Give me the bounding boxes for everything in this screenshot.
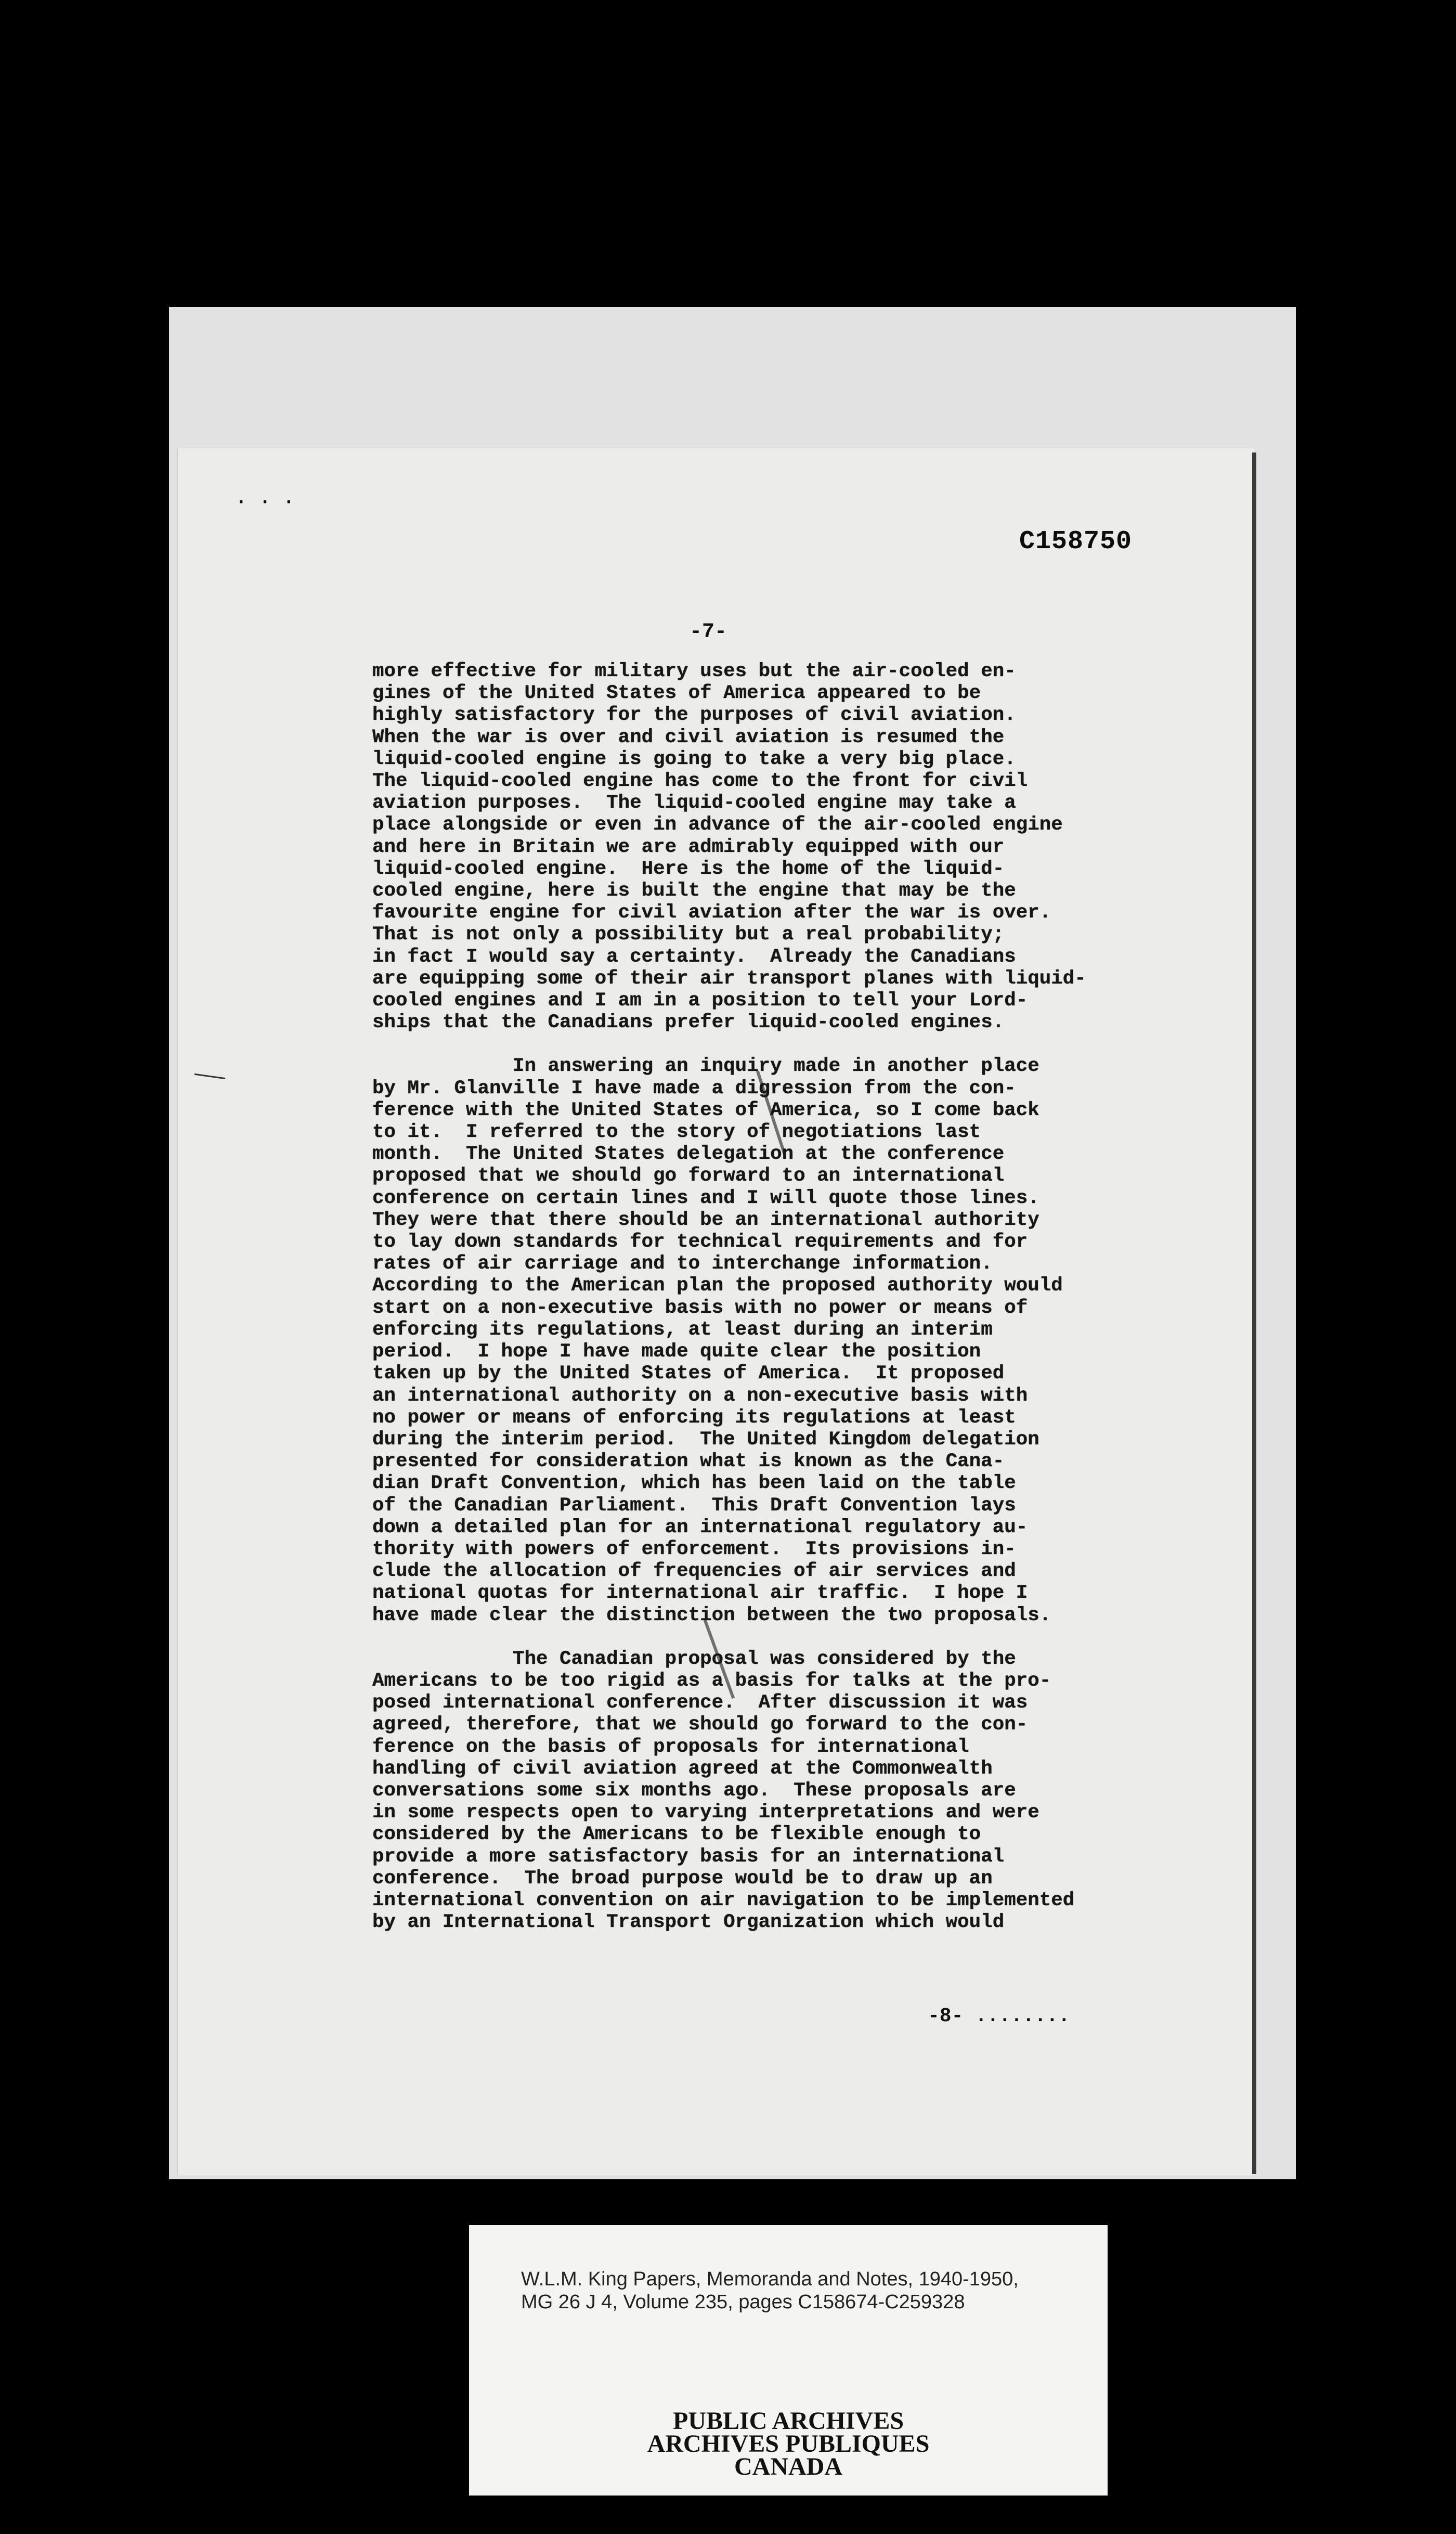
text-line: Americans to be too rigid as a basis for talks at the pro- — [372, 1670, 1051, 1692]
stray-ink-marks: · · · — [238, 493, 298, 511]
text-line: handling of civil aviation agreed at the Commonwealth — [372, 1757, 993, 1780]
citation-line: W.L.M. King Papers, Memoranda and Notes, 1940-1950, — [521, 2268, 1019, 2290]
text-line: to lay down standards for technical requirements and for — [372, 1231, 1028, 1253]
text-line: international convention on air navigation to be implemented — [372, 1889, 1075, 1911]
text-line: taken up by the United States of America. It proposed — [372, 1363, 1005, 1385]
text-line: by an International Transport Organization which would — [372, 1911, 1005, 1934]
text-line: proposed that we should go forward to an international — [372, 1165, 1005, 1187]
text-line: highly satisfactory for the purposes of civil aviation. — [372, 704, 1016, 727]
text-line: in some respects open to varying interpretations and were — [372, 1802, 1039, 1824]
archive-heading-line: PUBLIC ARCHIVES — [672, 2407, 904, 2435]
archive-label-card — [469, 2225, 1108, 2496]
text-line: gines of the United States of America appeared to be — [372, 682, 981, 705]
text-line: cooled engines and I am in a position to tell your Lord- — [372, 990, 1028, 1012]
text-line: by Mr. Glanville I have made a digression from the con- — [372, 1077, 1016, 1100]
text-line: to it. I referred to the story of negotiations last — [372, 1121, 981, 1144]
text-line: during the interim period. The United Kingdom delegation — [372, 1428, 1039, 1451]
page-number: -7- — [690, 620, 727, 644]
text-line: provide a more satisfactory basis for an international — [372, 1845, 1005, 1868]
text-line: down a detailed plan for an international regulatory au- — [372, 1516, 1028, 1538]
text-line: national quotas for international air traffic. I hope I — [372, 1582, 1028, 1605]
text-line: agreed, therefore, that we should go forward to the con- — [372, 1714, 1028, 1736]
text-line: They were that there should be an international authority — [372, 1209, 1039, 1231]
archive-heading — [469, 2407, 1108, 2480]
text-line: start on a non-executive basis with no power or means of — [372, 1297, 1028, 1319]
text-line: an international authority on a non-executive basis with — [372, 1385, 1028, 1407]
text-line: ference with the United States of America, so I come back — [372, 1099, 1039, 1121]
text-line: posed international conference. After discussion it was — [372, 1692, 1028, 1714]
text-line: According to the American plan the proposed authority would — [372, 1275, 1063, 1297]
text-line: in fact I would say a certainty. Already the Canadians — [372, 946, 1016, 968]
citation-line: MG 26 J 4, Volume 235, pages C158674-C259328 — [521, 2291, 965, 2313]
text-line: have made clear the distinction between the two proposals. — [372, 1604, 1051, 1626]
text-line: liquid-cooled engine. Here is the home of the liquid- — [372, 858, 1005, 880]
text-line: conference on certain lines and I will quote those lines. — [372, 1187, 1039, 1209]
typed-body-text — [372, 661, 1163, 1955]
text-line: That is not only a possibility but a real probability; — [372, 924, 1005, 946]
paragraph — [372, 1055, 1163, 1626]
text-line: conference. The broad purpose would be to draw up an — [372, 1867, 993, 1890]
text-line: are equipping some of their air transport planes with liquid- — [372, 967, 1086, 990]
text-line: clude the allocation of frequencies of air services and — [372, 1560, 1016, 1583]
text-line: liquid-cooled engine is going to take a very big place. — [372, 748, 1016, 770]
paragraph — [372, 1648, 1163, 1934]
text-line: place alongside or even in advance of the air-cooled engine — [372, 814, 1063, 836]
text-line: and here in Britain we are admirably equipped with our — [372, 836, 1005, 858]
paragraph — [372, 661, 1163, 1033]
text-line: rates of air carriage and to interchange information. — [372, 1253, 993, 1275]
text-line: The liquid-cooled engine has come to the front for civil — [372, 770, 1028, 793]
text-line: ships that the Canadians prefer liquid-cooled engines. — [372, 1012, 1005, 1034]
text-line: month. The United States delegation at the conference — [372, 1143, 1005, 1166]
document-number: C158750 — [1019, 527, 1133, 557]
text-line: of the Canadian Parliament. This Draft Convention lays — [372, 1494, 1016, 1517]
archive-citation — [521, 2268, 1093, 2313]
text-line: thority with powers of enforcement. Its provisions in- — [372, 1538, 1016, 1560]
text-line: conversations some six months ago. These proposals are — [372, 1779, 1016, 1802]
text-line: no power or means of enforcing its regulations at least — [372, 1406, 1016, 1429]
archive-heading-line: CANADA — [734, 2453, 842, 2480]
text-line: enforcing its regulations, at least during an interim — [372, 1318, 993, 1341]
text-line: The Canadian proposal was considered by the — [372, 1648, 1016, 1670]
text-line: more effective for military uses but the air-cooled en- — [372, 661, 1016, 682]
text-line: When the war is over and civil aviation is resumed the — [372, 726, 1005, 748]
text-line: presented for consideration what is known as the Cana- — [372, 1451, 1005, 1473]
text-line: considered by the Americans to be flexible enough to — [372, 1824, 981, 1846]
archive-heading-line: ARCHIVES PUBLIQUES — [647, 2430, 930, 2458]
text-line: cooled engine, here is built the engine that may be the — [372, 880, 1016, 902]
text-line: In answering an inquiry made in another place — [372, 1055, 1039, 1078]
continuation-marker: -8- ........ — [928, 2005, 1070, 2027]
text-line: dian Draft Convention, which has been laid on the table — [372, 1472, 1016, 1495]
text-line: aviation purposes. The liquid-cooled engine may take a — [372, 792, 1016, 814]
text-line: ference on the basis of proposals for international — [372, 1736, 969, 1758]
text-line: favourite engine for civil aviation after the war is over. — [372, 902, 1051, 924]
page-edge-shadow — [1252, 452, 1256, 2174]
text-line: period. I hope I have made quite clear the position — [372, 1341, 981, 1363]
